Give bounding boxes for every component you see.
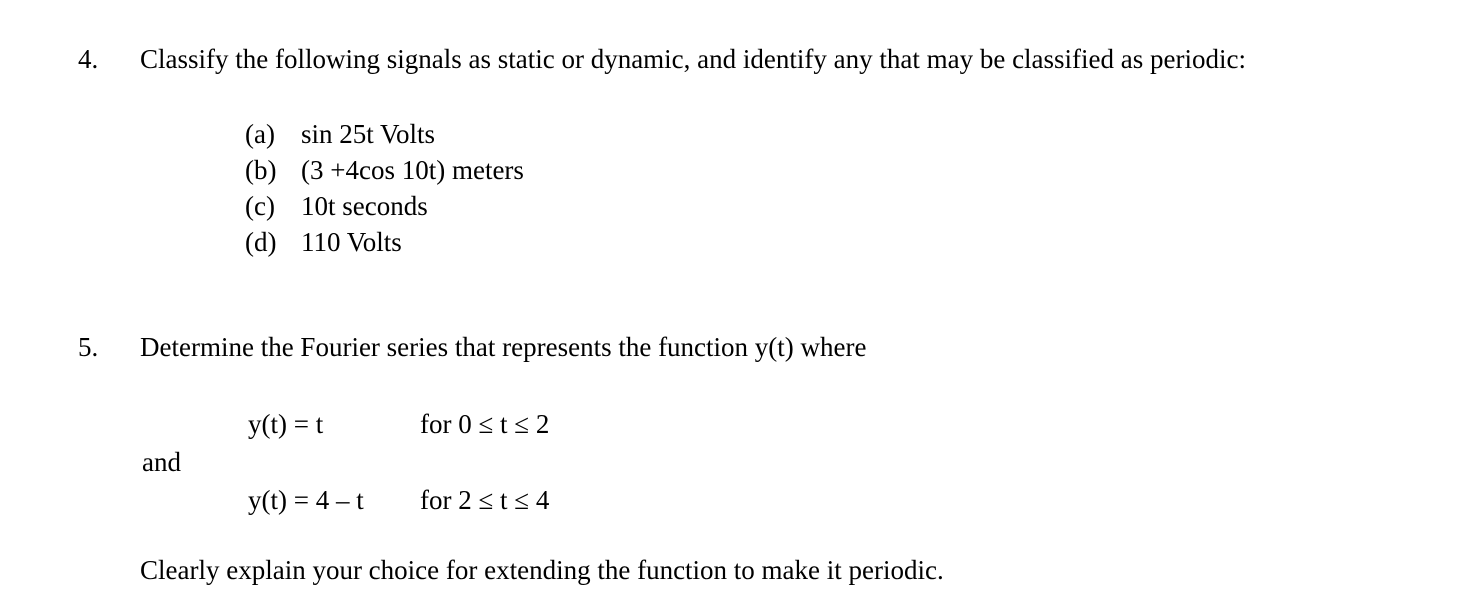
piecewise-definition — [140, 405, 840, 519]
subitem-b — [245, 152, 524, 188]
subitem-c — [245, 188, 524, 224]
question-5-number: 5. — [78, 332, 99, 362]
subitem-a-label: (a) — [245, 119, 275, 149]
piecewise-condition-2: for 2 ≤ t ≤ 4 — [420, 485, 550, 515]
piecewise-expression-2: y(t) = 4 – t — [248, 485, 364, 515]
subitem-d — [245, 224, 524, 260]
piecewise-conjunction: and — [142, 447, 181, 477]
piecewise-row-1 — [140, 405, 840, 443]
piecewise-expression-1: y(t) = t — [248, 409, 324, 439]
subitem-a-body: sin 25t Volts — [301, 119, 436, 149]
question-5-closing-text: Clearly explain your choice for extending the function to make it periodic. — [140, 555, 944, 585]
subitem-c-label: (c) — [245, 191, 275, 221]
question-4-subitems — [245, 116, 524, 260]
subitem-a — [245, 116, 524, 152]
question-4-number: 4. — [78, 44, 99, 74]
subitem-d-body: 110 Volts — [301, 227, 402, 257]
question-4 — [78, 42, 1246, 76]
subitem-c-body: 10t seconds — [301, 191, 428, 221]
piecewise-row-2 — [140, 481, 840, 519]
subitem-d-label: (d) — [245, 227, 277, 257]
question-4-text: Classify the following signals as static or dynamic, and identify any that may be classified as periodic: — [140, 44, 1246, 74]
subitem-b-label: (b) — [245, 155, 277, 185]
piecewise-condition-1: for 0 ≤ t ≤ 2 — [420, 409, 550, 439]
question-5 — [78, 330, 866, 364]
subitem-b-body: (3 +4cos 10t) meters — [301, 155, 524, 185]
question-5-text: Determine the Fourier series that represents the function y(t) where — [140, 332, 867, 362]
